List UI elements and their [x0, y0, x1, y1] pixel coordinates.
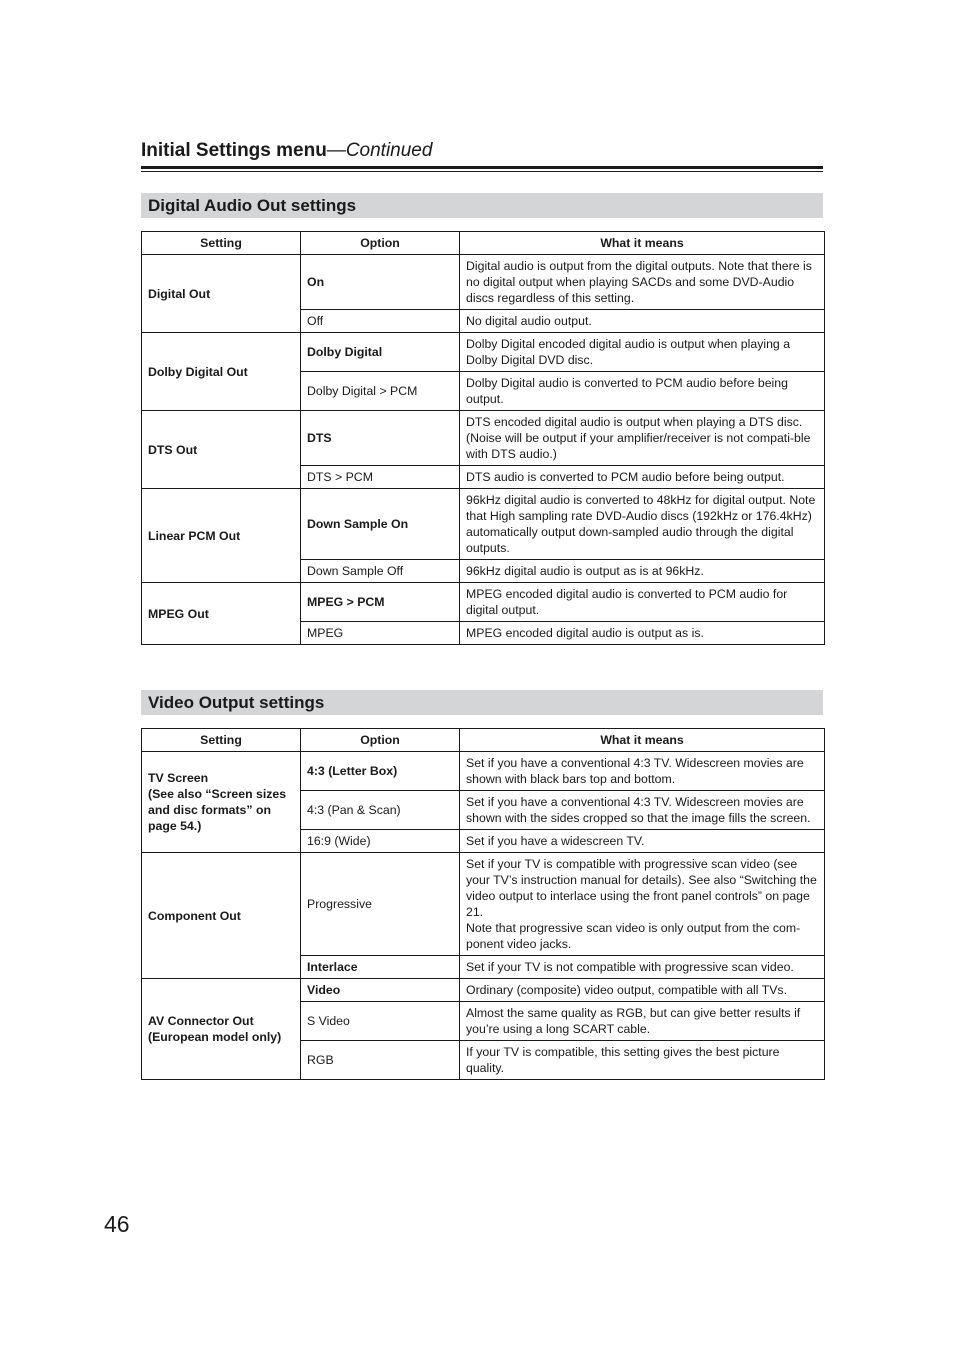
option-description: Set if you have a conventional 4:3 TV. Widescreen movies are shown with the sides cropped so that the image fills the screen.	[460, 791, 825, 830]
option-value: Off	[301, 310, 460, 333]
digital-audio-section-title: Digital Audio Out settings	[141, 193, 823, 218]
column-header: Option	[301, 729, 460, 752]
setting-name: Component Out	[142, 853, 301, 979]
option-description: Almost the same quality as RGB, but can give better results if you’re using a long SCART cable.	[460, 1002, 825, 1041]
table-row	[142, 255, 825, 310]
option-value: Video	[301, 979, 460, 1002]
option-value: On	[301, 255, 460, 310]
option-value: 4:3 (Letter Box)	[301, 752, 460, 791]
option-value: Down Sample On	[301, 489, 460, 560]
header-rule-thick	[141, 166, 823, 169]
header-rule-thin	[141, 171, 823, 172]
option-description: 96kHz digital audio is converted to 48kHz for digital output. Note that High sampling rate DVD-Audio discs (192kHz or 176.4kHz) automatically output down-sampled audio through the digital outputs.	[460, 489, 825, 560]
option-description: Ordinary (composite) video output, compatible with all TVs.	[460, 979, 825, 1002]
setting-name: Digital Out	[142, 255, 301, 333]
option-value: Dolby Digital	[301, 333, 460, 372]
option-value: 4:3 (Pan & Scan)	[301, 791, 460, 830]
option-value: 16:9 (Wide)	[301, 830, 460, 853]
option-description: If your TV is compatible, this setting gives the best picture quality.	[460, 1041, 825, 1080]
setting-name: TV Screen (See also “Screen sizes and disc formats” on page 54.)	[142, 752, 301, 853]
option-description: No digital audio output.	[460, 310, 825, 333]
table-row	[142, 752, 825, 791]
column-header: What it means	[460, 232, 825, 255]
column-header: Setting	[142, 232, 301, 255]
page-title	[141, 138, 823, 164]
option-value: DTS	[301, 411, 460, 466]
table-row	[142, 583, 825, 622]
table-row	[142, 853, 825, 956]
option-description: Digital audio is output from the digital outputs. Note that there is no digital output when playing SACDs and some DVD-Audio discs regardless of this setting.	[460, 255, 825, 310]
table-header-row	[142, 729, 825, 752]
column-header: Setting	[142, 729, 301, 752]
table-row	[142, 333, 825, 372]
setting-name: MPEG Out	[142, 583, 301, 645]
option-value: Interlace	[301, 956, 460, 979]
option-value: Progressive	[301, 853, 460, 956]
page-title-text: Initial Settings menu	[141, 140, 327, 161]
digital-audio-settings-table	[141, 231, 825, 645]
option-description: DTS encoded digital audio is output when playing a DTS disc. (Noise will be output if your amplifier/receiver is not compati-ble with DTS audio.)	[460, 411, 825, 466]
page-number: 46	[104, 1211, 130, 1237]
option-value: RGB	[301, 1041, 460, 1080]
option-value: MPEG	[301, 622, 460, 645]
setting-name: Dolby Digital Out	[142, 333, 301, 411]
setting-name: AV Connector Out (European model only)	[142, 979, 301, 1080]
option-value: S Video	[301, 1002, 460, 1041]
setting-name: Linear PCM Out	[142, 489, 301, 583]
option-description: DTS audio is converted to PCM audio before being output.	[460, 466, 825, 489]
option-description: Dolby Digital audio is converted to PCM audio before being output.	[460, 372, 825, 411]
option-value: MPEG > PCM	[301, 583, 460, 622]
table-row	[142, 411, 825, 466]
option-description: Set if your TV is not compatible with progressive scan video.	[460, 956, 825, 979]
page-title-continued: —Continued	[326, 140, 433, 161]
table-header-row	[142, 232, 825, 255]
option-description: Set if you have a conventional 4:3 TV. Widescreen movies are shown with black bars top and bottom.	[460, 752, 825, 791]
option-description: 96kHz digital audio is output as is at 96kHz.	[460, 560, 825, 583]
option-description: MPEG encoded digital audio is converted to PCM audio for digital output.	[460, 583, 825, 622]
setting-name: DTS Out	[142, 411, 301, 489]
page-header	[141, 138, 823, 172]
option-value: Dolby Digital > PCM	[301, 372, 460, 411]
option-description: Set if your TV is compatible with progressive scan video (see your TV’s instruction manual for details). See also “Switching the video output to interlace using the front panel controls” on page 21. Note that progressive scan video is only output from the com-ponent video jacks.	[460, 853, 825, 956]
option-value: Down Sample Off	[301, 560, 460, 583]
column-header: Option	[301, 232, 460, 255]
table-row	[142, 489, 825, 560]
option-description: Dolby Digital encoded digital audio is output when playing a Dolby Digital DVD disc.	[460, 333, 825, 372]
table-row	[142, 979, 825, 1002]
option-value: DTS > PCM	[301, 466, 460, 489]
video-output-section-title: Video Output settings	[141, 690, 823, 715]
column-header: What it means	[460, 729, 825, 752]
option-description: MPEG encoded digital audio is output as is.	[460, 622, 825, 645]
video-output-settings-table	[141, 728, 825, 1080]
option-description: Set if you have a widescreen TV.	[460, 830, 825, 853]
